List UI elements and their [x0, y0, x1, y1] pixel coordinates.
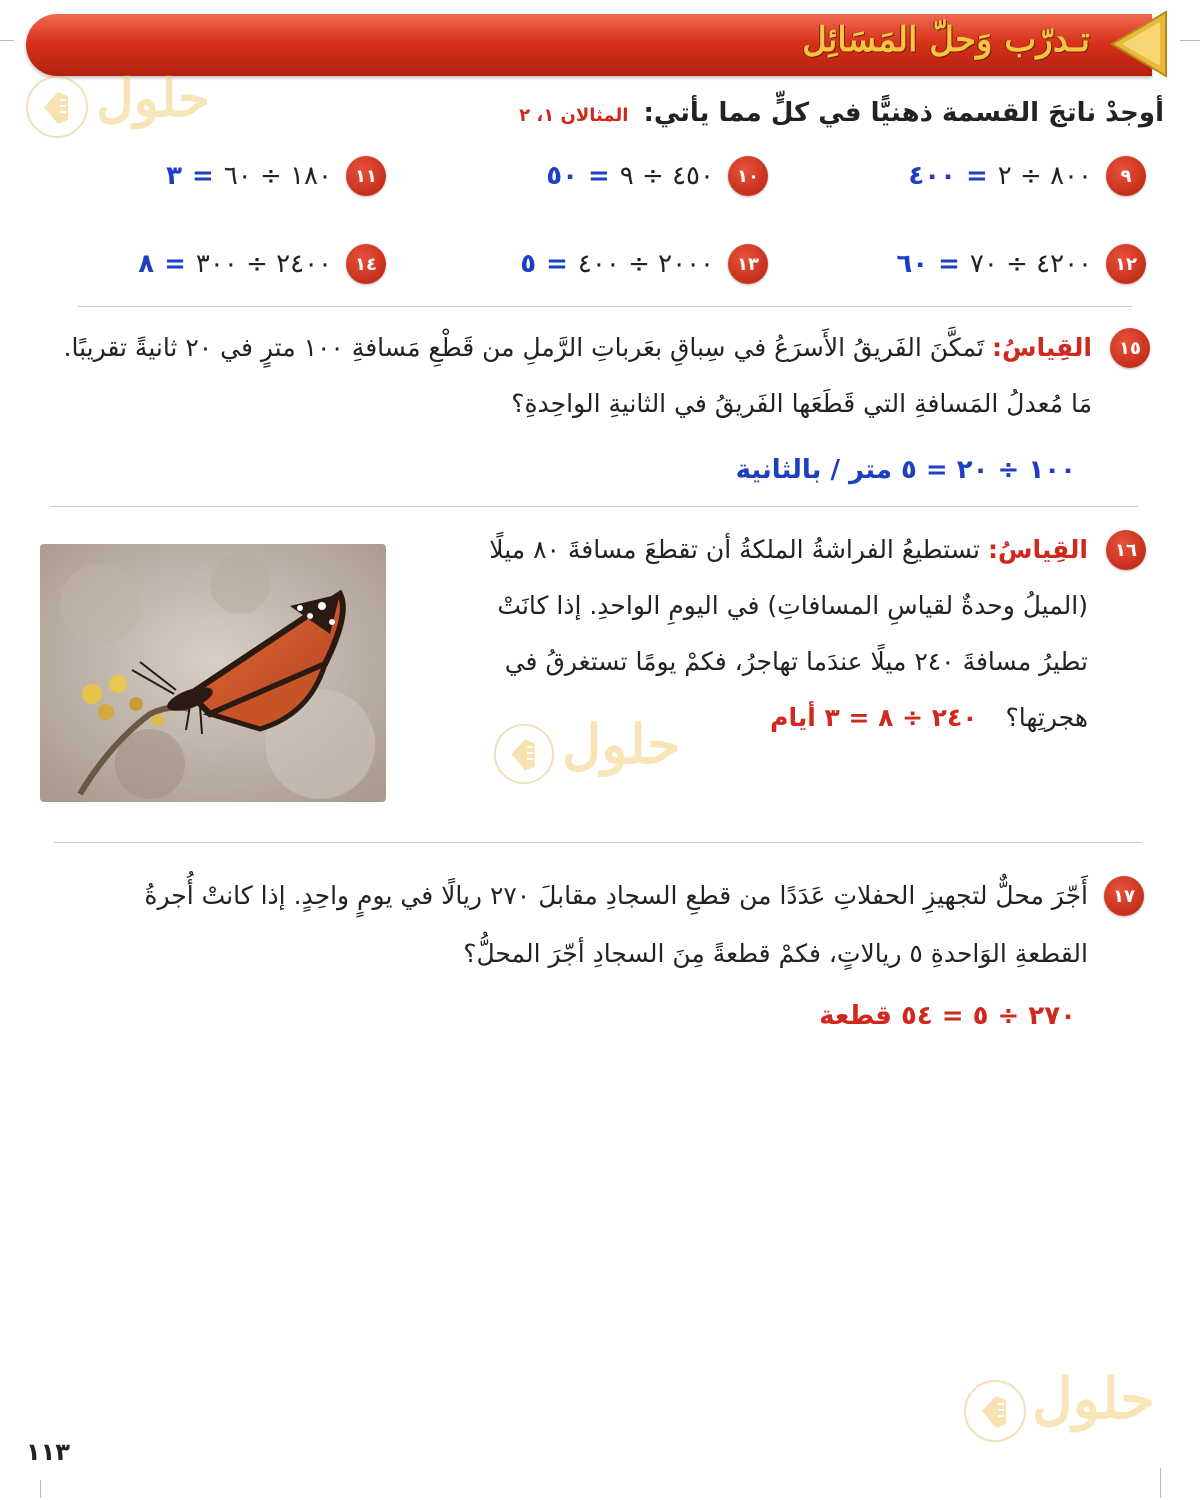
problem-16-line-2: (الميلُ وحدةٌ لقياسِ المسافاتِ) في اليومِ الواحدِ. إذا كانَتْ [497, 591, 1088, 620]
exercise-14 [138, 242, 386, 286]
exercise-expression: ١٨٠ ÷ ٦٠ [223, 161, 332, 191]
exercise-number-badge: ١٢ [1106, 244, 1146, 284]
divider [50, 506, 1138, 507]
problem-17-line-1: أَجّرَ محلٌّ لتجهيزِ الحفلاتِ عَدَدًا من قطعِ السجادِ مقابلَ ٢٧٠ ريالًا في يومٍ واحِدٍ. إذا كانتْ أُجرةُ [144, 881, 1088, 910]
problem-text: تَمكَّنَ الفَريقُ الأَسرَعُ في سِباقِ بعَرباتِ الرَّملِ من قَطْعِ مَسافةِ ١٠٠ مترٍ في ٢٠ ثانيةً تقريبًا. [63, 333, 984, 362]
exercise-expression: ٢٤٠٠ ÷ ٣٠٠ [195, 249, 332, 279]
problem-number-badge: ١٧ [1104, 876, 1144, 916]
equals-sign: = [938, 249, 960, 279]
problem-number-badge: ١٥ [1110, 328, 1150, 368]
watermark-text: حلول [562, 712, 681, 776]
exercise-answer: ٤٠٠ [908, 161, 956, 191]
page-number: ١١٣ [26, 1438, 70, 1466]
problem-17-answer: ٢٧٠ ÷ ٥ = ٥٤ قطعة [819, 1001, 1076, 1031]
equals-sign: = [192, 161, 214, 191]
divider [54, 842, 1142, 843]
exercise-number-badge: ١١ [346, 156, 386, 196]
exercise-answer: ٦٠ [896, 249, 929, 279]
equals-sign: = [546, 249, 568, 279]
exercise-answer: ٨ [138, 249, 155, 279]
watermark-text: حلول [96, 68, 211, 129]
equals-sign: = [588, 161, 610, 191]
exercise-13 [520, 242, 768, 286]
exercise-12 [896, 242, 1146, 286]
crop-mark [1160, 1468, 1161, 1498]
triangle-arrow-icon [1108, 8, 1168, 80]
book-logo-icon [24, 74, 90, 140]
exercise-11 [166, 154, 386, 198]
exercise-number-badge: ٩ [1106, 156, 1146, 196]
equals-sign: = [164, 249, 186, 279]
top-rule-left [0, 40, 14, 41]
page-title: تـدرّب وَحلّ المَسَائِل [802, 20, 1090, 60]
equals-sign: = [966, 161, 988, 191]
problem-16-line-3: تطيرُ مسافةَ ٢٤٠ ميلًا عندَما تهاجرُ، فكمْ يومًا تستغرقُ في [504, 647, 1088, 676]
problem-17-line-2: القطعةِ الوَاحدةِ ٥ ريالاتٍ، فكمْ قطعةً مِنَ السجادِ أجّرَ المحلُّ؟ [463, 939, 1088, 968]
exercise-number-badge: ١٠ [728, 156, 768, 196]
exercise-9 [908, 154, 1146, 198]
exercise-answer: ٥ [520, 249, 537, 279]
problem-text: تستطيعُ الفراشةُ الملكةُ أن تقطعَ مسافةَ ٨٠ ميلًا [489, 535, 980, 564]
problem-16-answer: ٢٤٠ ÷ ٨ = ٣ أيام [770, 703, 978, 732]
problem-16-line-1 [448, 530, 1088, 570]
instruction-text: أوجدْ ناتجَ القسمة ذهنيًّا في كلٍّ مما يأتي: [643, 98, 1164, 128]
butterfly-photo [40, 544, 386, 802]
problem-15-answer: ١٠٠ ÷ ٢٠ = ٥ متر / بالثانية [735, 455, 1076, 485]
book-logo-icon [962, 1378, 1028, 1444]
exercise-number-badge: ١٤ [346, 244, 386, 284]
exercise-10 [546, 154, 768, 198]
book-logo-icon [492, 722, 556, 786]
exercise-expression: ٤٥٠ ÷ ٩ [619, 161, 714, 191]
exercise-expression: ٤٢٠٠ ÷ ٧٠ [969, 249, 1092, 279]
problem-15-line-1 [22, 328, 1092, 368]
exercise-expression: ٨٠٠ ÷ ٢ [997, 161, 1092, 191]
example-reference: المثالان ١، ٢ [519, 105, 629, 126]
watermark-text: حلول [1032, 1366, 1155, 1432]
problem-text: هجرتِها؟ [1005, 703, 1088, 732]
exercise-number-badge: ١٣ [728, 244, 768, 284]
exercise-expression: ٢٠٠٠ ÷ ٤٠٠ [577, 249, 714, 279]
crop-mark [40, 1480, 41, 1498]
problem-keyword: القِياسُ: [991, 333, 1092, 362]
problem-number-badge: ١٦ [1106, 530, 1146, 570]
problem-15-line-2: مَا مُعدلُ المَسافةِ التي قَطَعَها الفَريقُ في الثانيةِ الواحِدةِ؟ [511, 389, 1092, 418]
exercise-answer: ٣ [166, 161, 183, 191]
top-rule-right [1180, 40, 1200, 41]
instruction [464, 98, 1164, 138]
exercise-answer: ٥٠ [546, 161, 578, 191]
divider [78, 306, 1132, 307]
problem-keyword: القِياسُ: [987, 535, 1088, 564]
